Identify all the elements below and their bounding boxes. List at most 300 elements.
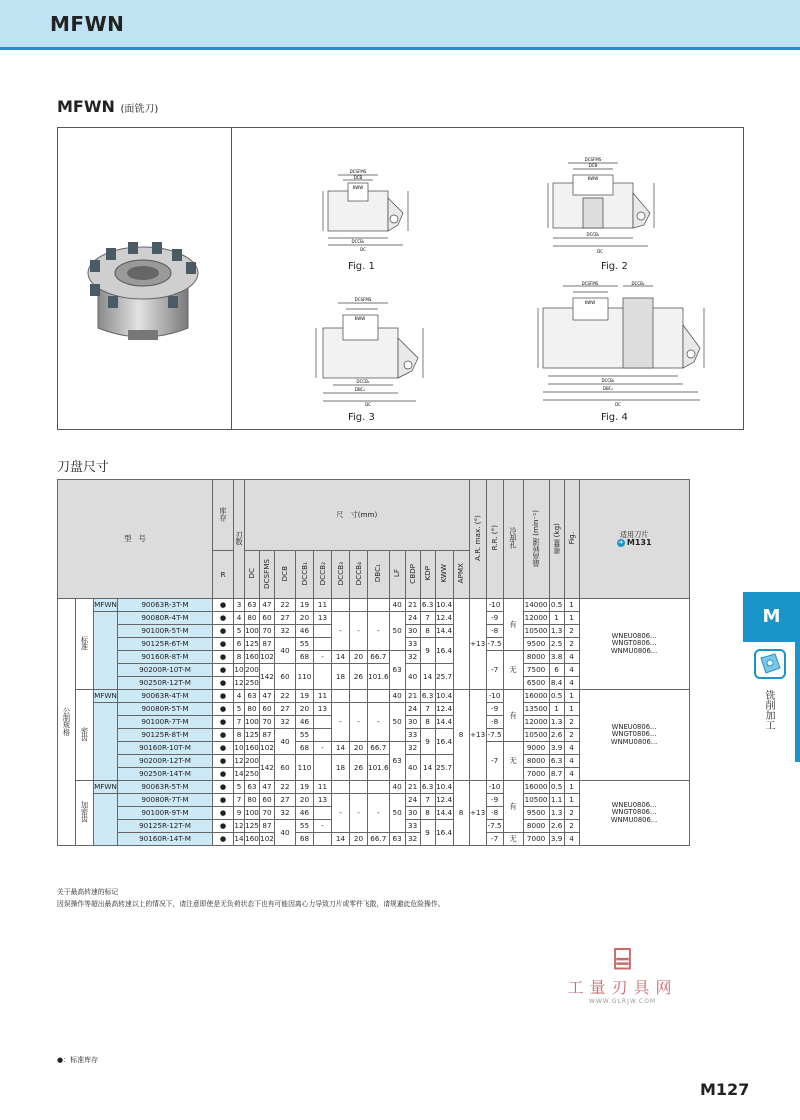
table-cell: - <box>332 612 350 651</box>
table-cell: 13 <box>314 703 332 716</box>
fig3-dccb: DCCB₁ <box>356 379 370 384</box>
table-cell: 46 <box>296 625 314 638</box>
fig1-drawing <box>308 163 418 258</box>
table-cell: 125 <box>245 820 260 833</box>
fig1-dc: DC <box>360 247 366 252</box>
table-cell: 2 <box>564 716 579 729</box>
table-cell: 有 <box>503 599 523 651</box>
table-cell: 4 <box>234 612 245 625</box>
table-cell: 10.4 <box>435 690 453 703</box>
table-cell: 90063R-5T-M <box>118 781 213 794</box>
table-cell: 16.4 <box>435 729 453 755</box>
table-cell: -7.5 <box>486 729 503 742</box>
dim-col-dccb3: DCCB₃ <box>332 551 350 599</box>
table-cell: 1 <box>564 599 579 612</box>
table-cell: 8 <box>453 690 469 781</box>
table-cell: 100 <box>245 716 260 729</box>
table-cell: 12.4 <box>435 612 453 625</box>
fig2-caption: Fig. 2 <box>601 261 628 272</box>
table-cell: 1 <box>549 612 564 625</box>
coolant-header: 冷却孔 <box>503 480 523 599</box>
table-cell: 250 <box>245 768 260 781</box>
side-tab-letter[interactable]: M <box>743 592 800 642</box>
table-cell: 4 <box>564 833 579 846</box>
table-cell: 32 <box>275 716 296 729</box>
table-cell: - <box>314 651 332 664</box>
table-cell: 20 <box>350 651 368 664</box>
table-cell: 20 <box>350 833 368 846</box>
table-cell: 32 <box>275 807 296 820</box>
table-cell: 70 <box>260 807 275 820</box>
table-cell: 12 <box>234 820 245 833</box>
table-cell: 12.4 <box>435 794 453 807</box>
fig1-dccb: DCCB₁ <box>351 239 365 244</box>
table-cell: 125 <box>245 638 260 651</box>
table-row <box>58 781 690 794</box>
table-cell: - <box>314 742 332 755</box>
table-cell: 63 <box>389 742 405 781</box>
table-cell: 63 <box>245 690 260 703</box>
dim-col-dccb2: DCCB₂ <box>314 551 332 599</box>
table-cell: ● <box>213 638 234 651</box>
table-cell: 3.8 <box>549 651 564 664</box>
dims-header: 尺 寸(mm) <box>245 480 470 551</box>
table-cell: 4 <box>564 651 579 664</box>
table-cell: 24 <box>405 612 420 625</box>
section-label: 密齿 <box>76 690 94 781</box>
table-cell: 90080R-4T-M <box>118 612 213 625</box>
table-cell: 12000 <box>523 612 549 625</box>
table-cell: 10.4 <box>435 599 453 612</box>
arrow-circle-icon: ➜ <box>618 538 624 546</box>
table-cell: 90125R-6T-M <box>118 638 213 651</box>
dim-col-dcsfms: DCSFMS <box>260 551 275 599</box>
dim-col-apmx: APMX <box>453 551 469 599</box>
table-cell: 13 <box>314 612 332 625</box>
fig2-kww: KWW <box>587 176 599 181</box>
table-cell: 90160R-10T-M <box>118 742 213 755</box>
table-cell: 110 <box>296 664 314 690</box>
table-cell: 32 <box>405 651 420 664</box>
table-cell: 14.4 <box>435 807 453 820</box>
table-cell: 22 <box>275 781 296 794</box>
table-cell: 160 <box>245 833 260 846</box>
group-label: 公制规格 <box>58 599 76 846</box>
table-cell: 7500 <box>523 664 549 677</box>
table-cell: 19 <box>296 781 314 794</box>
table-cell: +13 <box>469 690 486 781</box>
figure-box <box>57 127 744 430</box>
table-cell: 30 <box>405 807 420 820</box>
table-cell: ● <box>213 729 234 742</box>
side-tab-label: 铣削加工 <box>763 690 774 730</box>
table-cell: - <box>332 794 350 833</box>
table-cell: 2.6 <box>549 820 564 833</box>
table-cell: 4 <box>564 742 579 755</box>
table-cell: 24 <box>405 794 420 807</box>
table-cell <box>350 599 368 612</box>
table-cell: 3.9 <box>549 833 564 846</box>
table-cell: 66.7 <box>368 833 390 846</box>
insert-ref[interactable]: ➜ M131 <box>618 537 652 547</box>
table-cell: -8 <box>486 625 503 638</box>
fig3-kww: KWW <box>354 316 366 321</box>
table-cell: 27 <box>275 612 296 625</box>
table-cell <box>314 729 332 742</box>
table-cell: 200 <box>245 664 260 677</box>
dim-col-cbdp: CBDP <box>405 551 420 599</box>
table-cell: 7 <box>420 612 435 625</box>
table-cell: 0.5 <box>549 599 564 612</box>
fig4-drawing <box>528 280 708 408</box>
dim-col-dccb1: DCCB₁ <box>296 551 314 599</box>
dim-col-lf: LF <box>389 551 405 599</box>
table-cell: 90160R-14T-M <box>118 833 213 846</box>
fig4-caption: Fig. 4 <box>601 412 628 423</box>
table-cell: 2 <box>564 820 579 833</box>
table-cell: 87 <box>260 729 275 742</box>
table-cell: 101.6 <box>368 755 390 781</box>
table-cell: 4 <box>564 677 579 690</box>
table-cell: 63 <box>389 651 405 690</box>
cutter-photo <box>68 218 218 348</box>
table-cell: 7 <box>420 794 435 807</box>
table-cell: 8000 <box>523 755 549 768</box>
table-cell: 3.9 <box>549 742 564 755</box>
table-cell: 0.5 <box>549 690 564 703</box>
table-cell: 142 <box>260 755 275 781</box>
section-title <box>57 97 158 116</box>
table-cell: 102 <box>260 651 275 664</box>
table-cell: -7.5 <box>486 638 503 651</box>
fig3-dbc: DBC₁ <box>354 387 366 392</box>
table-cell: 14 <box>420 755 435 781</box>
table-cell: 60 <box>260 703 275 716</box>
table-cell: 7 <box>420 703 435 716</box>
table-cell: -8 <box>486 716 503 729</box>
table-cell: 19 <box>296 690 314 703</box>
table-cell: 10 <box>234 664 245 677</box>
fig4-dccb1: DCCB₁ <box>601 378 615 383</box>
table-cell: 9 <box>234 807 245 820</box>
table-cell <box>332 690 350 703</box>
table-cell: 12000 <box>523 716 549 729</box>
table-cell: - <box>368 703 390 742</box>
table-cell: 90100R-5T-M <box>118 625 213 638</box>
table-cell: 55 <box>296 638 314 651</box>
fig1-dcb: DCB <box>353 175 363 180</box>
table-cell <box>314 625 332 638</box>
table-cell: ● <box>213 716 234 729</box>
insert-list: WNEU0806... WNGT0806... WNMU0806... <box>579 599 689 690</box>
dims-title: 刀盘尺寸 <box>57 460 110 475</box>
table-cell: 8000 <box>523 651 549 664</box>
table-cell: 1.3 <box>549 716 564 729</box>
table-cell: ● <box>213 599 234 612</box>
table-cell: 47 <box>260 690 275 703</box>
table-cell: 1 <box>564 781 579 794</box>
section-label: 标准 <box>76 599 94 690</box>
table-cell: 60 <box>260 794 275 807</box>
fig2-dccb: DCCB₁ <box>586 232 600 237</box>
fig2-dcb: DCB <box>588 163 598 168</box>
table-cell: 9000 <box>523 742 549 755</box>
table-cell <box>332 599 350 612</box>
table-cell: 有 <box>503 781 523 833</box>
fig4-dbc: DBC₁ <box>602 386 614 391</box>
table-cell: 4 <box>234 690 245 703</box>
table-cell: - <box>368 612 390 651</box>
table-cell: 18 <box>332 755 350 781</box>
table-cell: 2.6 <box>549 729 564 742</box>
legend: ●：标准库存 <box>57 1056 99 1064</box>
weight-header: 重量 (kg) <box>549 480 564 599</box>
table-cell: 90100R-7T-M <box>118 716 213 729</box>
table-cell: 26 <box>350 755 368 781</box>
table-cell: - <box>350 794 368 833</box>
table-cell: ● <box>213 768 234 781</box>
table-cell: 14 <box>332 651 350 664</box>
table-cell: ● <box>213 703 234 716</box>
table-cell <box>314 807 332 820</box>
table-cell: -9 <box>486 794 503 807</box>
table-cell: 14 <box>332 833 350 846</box>
table-cell: 24 <box>405 703 420 716</box>
table-cell: 101.6 <box>368 664 390 690</box>
table-cell: 68 <box>296 742 314 755</box>
table-cell <box>94 703 118 781</box>
table-cell: 11 <box>314 599 332 612</box>
table-cell: ● <box>213 625 234 638</box>
table-cell: 7 <box>234 716 245 729</box>
table-cell: 87 <box>260 638 275 651</box>
table-cell: 13 <box>314 794 332 807</box>
table-cell: 46 <box>296 807 314 820</box>
table-cell: 6.3 <box>420 781 435 794</box>
table-cell: ● <box>213 612 234 625</box>
fig3-caption: Fig. 3 <box>348 412 375 423</box>
section-title-main: MFWN <box>57 97 115 116</box>
table-cell: 90125R-8T-M <box>118 729 213 742</box>
fig3-dcsfms: DCSFMS <box>354 297 372 302</box>
table-cell: 20 <box>296 794 314 807</box>
table-cell: 8 <box>453 781 469 846</box>
table-cell: ● <box>213 820 234 833</box>
table-cell: 11 <box>314 690 332 703</box>
table-cell: 16.4 <box>435 820 453 846</box>
table-cell: -9 <box>486 612 503 625</box>
table-cell: 80 <box>245 612 260 625</box>
table-cell: 14000 <box>523 599 549 612</box>
fig4-dc: DC <box>615 402 621 407</box>
stock-header: 库存 <box>213 480 234 551</box>
table-cell: 50 <box>389 703 405 742</box>
table-cell: 90080R-5T-M <box>118 703 213 716</box>
table-cell: 1 <box>564 703 579 716</box>
insert-header-label: 适用刀片 <box>619 529 649 539</box>
fig1-dcsfms: DCSFMS <box>349 169 367 174</box>
table-cell: ● <box>213 690 234 703</box>
table-cell: 47 <box>260 781 275 794</box>
table-cell: -10 <box>486 781 503 794</box>
fig4-dcsfms: DCSFMS <box>581 281 599 286</box>
watermark-logo-icon: ⌸ <box>613 942 632 977</box>
table-cell: 70 <box>260 716 275 729</box>
dim-col-dbc1: DBC₁ <box>368 551 390 599</box>
table-cell: 14.4 <box>435 716 453 729</box>
table-cell: +13 <box>469 599 486 690</box>
table-cell: 1.3 <box>549 625 564 638</box>
table-cell: ● <box>213 651 234 664</box>
table-cell: 16000 <box>523 690 549 703</box>
table-cell: 1 <box>564 690 579 703</box>
table-cell: 14 <box>420 664 435 690</box>
table-cell: 12 <box>234 755 245 768</box>
table-cell: 50 <box>389 794 405 833</box>
table-cell: ● <box>213 755 234 768</box>
fig2-dcsfms: DCSFMS <box>584 157 602 162</box>
table-cell: 100 <box>245 807 260 820</box>
section-label: 加密齿 <box>76 781 94 846</box>
fig1-kww: KWW <box>352 185 364 190</box>
table-cell: ● <box>213 742 234 755</box>
table-cell: 80 <box>245 794 260 807</box>
dim-col-kdp: KDP <box>420 551 435 599</box>
table-cell: 8000 <box>523 820 549 833</box>
table-cell: 40 <box>275 729 296 755</box>
table-cell: 7000 <box>523 768 549 781</box>
table-cell: 4 <box>564 664 579 677</box>
table-cell: -7 <box>486 651 503 690</box>
table-cell: 9 <box>420 729 435 755</box>
table-cell: ● <box>213 781 234 794</box>
table-cell <box>314 716 332 729</box>
table-cell: 6.3 <box>420 599 435 612</box>
table-cell: 4 <box>564 768 579 781</box>
table-cell: 18 <box>332 664 350 690</box>
table-cell: 63 <box>245 599 260 612</box>
table-cell: 有 <box>503 690 523 742</box>
fig-header: Fig. <box>564 480 579 599</box>
table-cell: 160 <box>245 742 260 755</box>
table-cell: 22 <box>275 690 296 703</box>
fig1-caption: Fig. 1 <box>348 261 375 272</box>
dim-col-dccb4: DCCB₄ <box>350 551 368 599</box>
table-cell: 55 <box>296 820 314 833</box>
table-cell: 无 <box>503 651 523 690</box>
table-cell: 8 <box>420 716 435 729</box>
table-cell: 50 <box>389 612 405 651</box>
table-cell: 90063R-4T-M <box>118 690 213 703</box>
table-cell: 9 <box>420 638 435 664</box>
table-cell: 5 <box>234 781 245 794</box>
table-cell: 90160R-8T-M <box>118 651 213 664</box>
table-cell: 110 <box>296 755 314 781</box>
table-cell: 2 <box>564 625 579 638</box>
table-row <box>58 690 690 703</box>
dim-col-dc: DC <box>245 551 260 599</box>
table-cell: 6.3 <box>549 755 564 768</box>
table-cell: MFWN <box>94 599 118 612</box>
table-cell: -8 <box>486 807 503 820</box>
table-cell: 1 <box>564 794 579 807</box>
fig4-dccb2: DCCB₂ <box>631 281 645 286</box>
table-cell: 32 <box>275 625 296 638</box>
table-cell: 90250R-12T-M <box>118 677 213 690</box>
table-cell: 90125R-12T-M <box>118 820 213 833</box>
table-cell: 21 <box>405 599 420 612</box>
table-cell: 90250R-14T-M <box>118 768 213 781</box>
table-cell: 40 <box>389 781 405 794</box>
table-cell: 1.1 <box>549 794 564 807</box>
table-cell: 14 <box>234 768 245 781</box>
table-cell: 10500 <box>523 729 549 742</box>
table-cell: - <box>368 794 390 833</box>
table-cell <box>314 833 332 846</box>
table-cell: 66.7 <box>368 742 390 755</box>
watermark <box>535 942 710 1020</box>
table-cell: 200 <box>245 755 260 768</box>
table-cell: 125 <box>245 729 260 742</box>
ar-header: A.R. max. (°) <box>469 480 486 599</box>
watermark-url: WWW.GLRJW.COM <box>588 998 657 1005</box>
table-cell: 60 <box>275 755 296 781</box>
insert-list: WNEU0806... WNGT0806... WNMU0806... <box>579 690 689 781</box>
insert-list: WNEU0806... WNGT0806... WNMU0806... <box>579 781 689 846</box>
table-cell <box>368 690 390 703</box>
table-cell: 27 <box>275 703 296 716</box>
table-cell: 14 <box>234 833 245 846</box>
table-cell <box>368 599 390 612</box>
page-header <box>0 0 800 50</box>
table-cell: 10500 <box>523 625 549 638</box>
table-cell: 1.3 <box>549 807 564 820</box>
table-cell: ● <box>213 794 234 807</box>
table-cell: -7 <box>486 742 503 781</box>
fig4-kww: KWW <box>584 300 596 305</box>
table-cell: 8 <box>234 651 245 664</box>
table-cell: 16.4 <box>435 638 453 664</box>
table-cell: 47 <box>260 599 275 612</box>
table-cell: 102 <box>260 742 275 755</box>
table-cell: 102 <box>260 833 275 846</box>
table-cell: - <box>332 703 350 742</box>
table-cell: 12 <box>234 677 245 690</box>
table-cell: 90200R-12T-M <box>118 755 213 768</box>
table-cell: 25.7 <box>435 755 453 781</box>
table-cell: 20 <box>296 612 314 625</box>
table-cell: 90100R-9T-M <box>118 807 213 820</box>
fig2-drawing <box>528 153 658 258</box>
table-cell: 40 <box>405 755 420 781</box>
table-cell: 68 <box>296 833 314 846</box>
table-cell: 11 <box>314 781 332 794</box>
table-cell <box>453 599 469 690</box>
model-header: 型 号 <box>58 480 213 599</box>
table-cell: 80 <box>245 703 260 716</box>
spec-table <box>57 479 690 846</box>
table-row <box>58 599 690 612</box>
table-cell: 2 <box>564 729 579 742</box>
insert-header <box>579 480 689 599</box>
table-cell: 63 <box>245 781 260 794</box>
table-cell: 10500 <box>523 794 549 807</box>
table-cell: 无 <box>503 742 523 781</box>
notes <box>57 886 444 910</box>
table-cell: 2 <box>564 638 579 651</box>
table-cell: 1 <box>564 612 579 625</box>
table-cell: 142 <box>260 664 275 690</box>
